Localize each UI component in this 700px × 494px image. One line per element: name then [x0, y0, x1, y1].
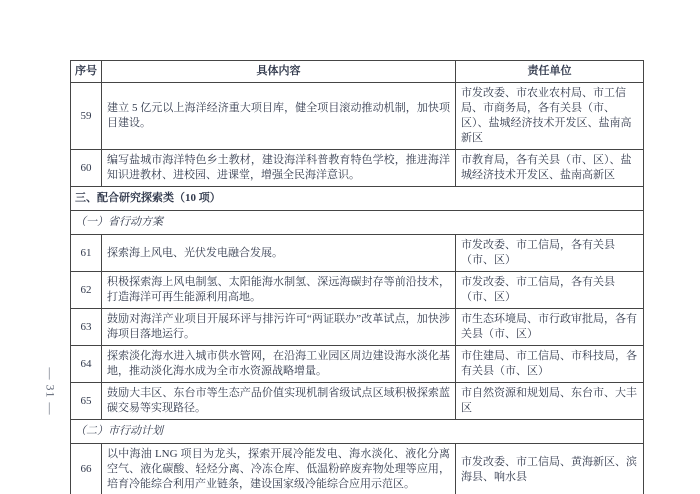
- row-content: 编写盐城市海洋特色乡土教材，建设海洋科普教育特色学校，推进海洋知识进教材、进校园、进课堂，增强全民海洋意识。: [102, 150, 456, 187]
- row-number: 64: [71, 346, 102, 383]
- row-unit: 市生态环境局、市行政审批局，各有关县（市、区）: [456, 309, 644, 346]
- row-unit: 市发改委、市工信局，各有关县（市、区）: [456, 272, 644, 309]
- section-row: [71, 187, 644, 211]
- row-unit: 市发改委、市工信局、黄海新区、滨海县、响水县: [456, 444, 644, 494]
- table-header: [71, 61, 644, 83]
- row-number: 59: [71, 83, 102, 150]
- row-number: 62: [71, 272, 102, 309]
- row-content: 鼓励大丰区、东台市等生态产品价值实现机制省级试点区域积极探索蓝碳交易等实现路径。: [102, 383, 456, 420]
- row-content: 探索淡化海水进入城市供水管网，在沿海工业园区周边建设海水淡化基地，推动淡化海水成为全市水资源战略增量。: [102, 346, 456, 383]
- section-label: （一）省行动方案: [71, 211, 644, 235]
- header-cell-content: 具体内容: [102, 61, 456, 83]
- row-number: 60: [71, 150, 102, 187]
- row-content: 积极探索海上风电制氢、太阳能海水制氢、深远海碳封存等前沿技术，打造海洋可再生能源利用高地。: [102, 272, 456, 309]
- row-number: 61: [71, 235, 102, 272]
- row-content: 建立 5 亿元以上海洋经济重大项目库，健全项目滚动推动机制，加快项目建设。: [102, 83, 456, 150]
- row-unit: 市发改委、市农业农村局、市工信局、市商务局，各有关县（市、区）、盐城经济技术开发区、盐南高新区: [456, 83, 644, 150]
- row-unit: 市发改委、市工信局，各有关县（市、区）: [456, 235, 644, 272]
- header-cell-number: 序号: [71, 61, 102, 83]
- row-content: 以中海油 LNG 项目为龙头，探索开展冷能发电、海水淡化、液化分离空气、液化碳酸、轻烃分离、冷冻仓库、低温粉碎废弃物处理等应用，培育冷能综合利用产业链条，建设国家级冷能综合应用示范区。: [102, 444, 456, 494]
- subsection-row: [71, 420, 644, 444]
- subsection-row: [71, 211, 644, 235]
- table-row: [71, 235, 644, 272]
- table-header-row: [71, 61, 644, 83]
- row-number: 66: [71, 444, 102, 494]
- section-label: 三、配合研究探索类（10 项）: [71, 187, 644, 211]
- row-content: 鼓励对海洋产业项目开展环评与排污许可“两证联办”改革试点，加快涉海项目落地运行。: [102, 309, 456, 346]
- table-row: [71, 83, 644, 150]
- row-unit: 市自然资源和规划局、东台市、大丰区: [456, 383, 644, 420]
- table-row: [71, 150, 644, 187]
- action-plan-table: [70, 60, 644, 494]
- section-label: （二）市行动计划: [71, 420, 644, 444]
- table-row: [71, 444, 644, 494]
- table-body: [71, 83, 644, 494]
- row-unit: 市教育局，各有关县（市、区）、盐城经济技术开发区、盐南高新区: [456, 150, 644, 187]
- page-number: — 31 —: [43, 367, 58, 416]
- row-unit: 市住建局、市工信局、市科技局，各有关县（市、区）: [456, 346, 644, 383]
- table-row: [71, 309, 644, 346]
- row-number: 65: [71, 383, 102, 420]
- row-content: 探索海上风电、光伏发电融合发展。: [102, 235, 456, 272]
- table-row: [71, 383, 644, 420]
- table-row: [71, 346, 644, 383]
- row-number: 63: [71, 309, 102, 346]
- header-cell-unit: 责任单位: [456, 61, 644, 83]
- table-row: [71, 272, 644, 309]
